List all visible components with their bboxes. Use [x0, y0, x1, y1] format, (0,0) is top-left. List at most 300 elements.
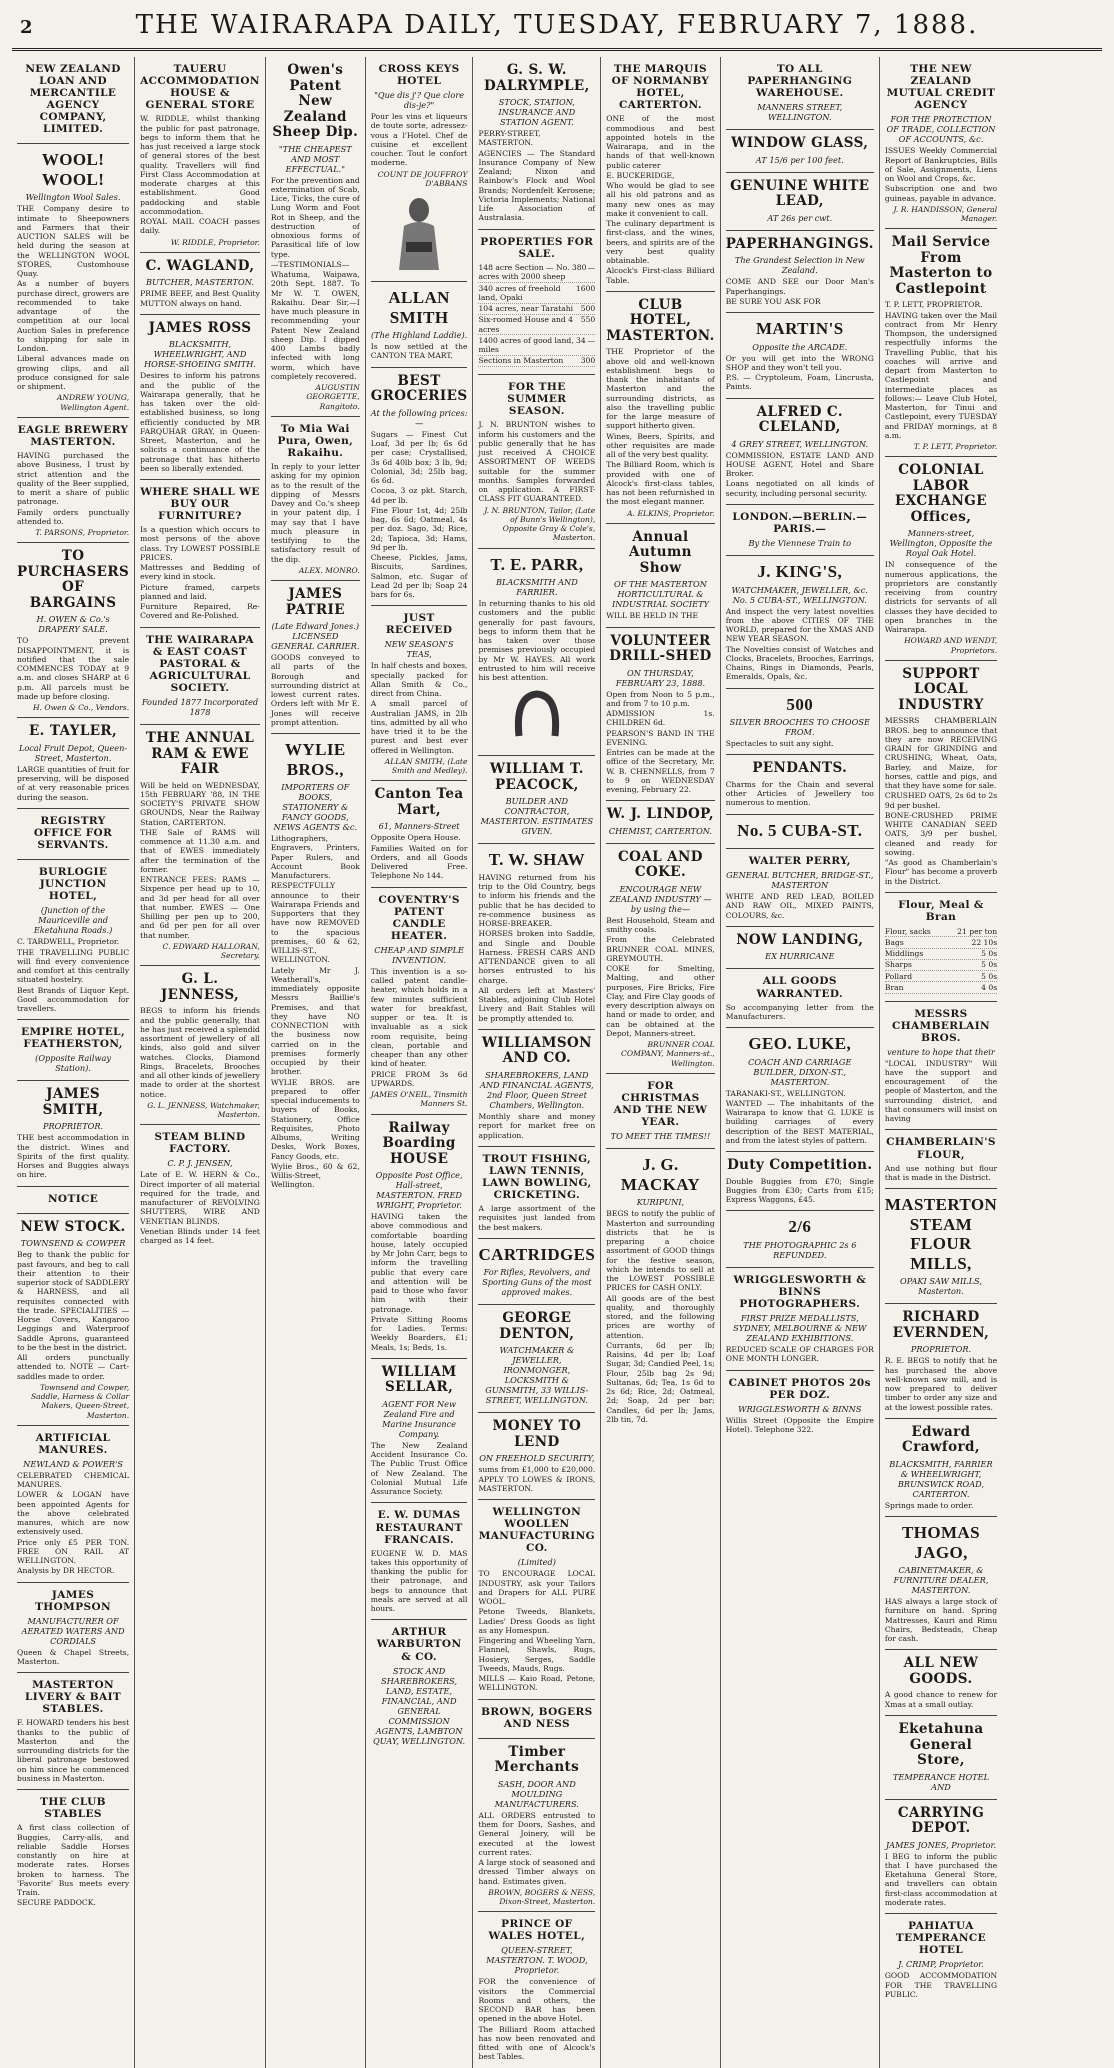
advert-subheading: TEMPERANCE HOTEL AND [892, 1771, 990, 1792]
advert-heading: REGISTRY OFFICE FOR SERVANTS. [33, 814, 113, 852]
advert-body-text: T. P. LETT, PROPRIETOR. [884, 300, 983, 310]
advert-body-text: Who would be glad to see all his old patrons and as many new ones as may make it convenient to call. [606, 181, 715, 218]
advertisement [478, 1147, 595, 1239]
advertisement [885, 1419, 997, 1517]
price-row [885, 971, 997, 982]
advert-body-text: Picture framed, carpets planned and laid. [140, 582, 260, 601]
advertisement [478, 1305, 595, 1413]
advert-heading: J. G. MACKAY [620, 1155, 701, 1194]
advert-body-text: The Billiard Room attached has now been renovated and fitted with one of Alcock's best Tables. [478, 2024, 596, 2062]
advert-body-text: MILLS — Kaio Road, Petone, WELLINGTON. [478, 1674, 596, 1693]
advert-signature: COUNT DE JOUFFROY D'ABBANS [377, 169, 468, 188]
advertisement [885, 1189, 997, 1304]
advert-heading: CROSS KEYS HOTEL [378, 63, 460, 88]
advert-heading: JUST RECEIVED [385, 612, 453, 637]
price-row [885, 937, 997, 948]
advertisement [885, 893, 997, 1002]
advert-heading: J. KING'S, [757, 561, 843, 581]
property-name: 148 acre Section — No. 380 acres with 2000 sheep [478, 263, 587, 282]
advert-body-text: WHITE AND RED LEAD, BOILED AND RAW OIL, MIXED PAINTS, COLOURS, &c. [725, 892, 874, 920]
advert-body-text: And inspect the very latest novelties from the above CITIES OF THE WORLD, prepared for the XMAS AND NEW YEAR SEASON. [725, 606, 874, 644]
advert-body-text: THE Sale of RAMS will commence at 11.30 a.m. and that of EWES immediately after the termination of the former. [140, 827, 260, 874]
advertisement [726, 556, 874, 689]
advert-heading: WINDOW GLASS, [731, 135, 869, 152]
advert-heading: TO ALL PAPERHANGING WAREHOUSE. [747, 63, 853, 100]
advert-heading: Eketahuna General Store, [898, 1720, 984, 1769]
advert-body-text: BEGS to inform his friends and the public generally, that he has just received a splendid assortment of jewellery of all kinds, also gold and silver watches. Clocks, Diamond Rings, Bracelets, Brooches and all other kinds of jewellery made to order at the shortest notice. [140, 1006, 260, 1099]
advert-heading: ALFRED C. CLELAND, [756, 403, 843, 436]
advert-body-text: C. TARDWELL, Proprietor. [17, 937, 120, 947]
advert-subheading: At the following prices:— [370, 407, 468, 428]
advert-body-text: Desires to inform his patrons and the public of the Wairarapa generally, that he has taken over the old-established business, so long efficiently conducted by MR FARQUHAR GRAY, in Queen-Street, Masterton, and he solicits a continuance of the patronage that has hitherto been so liberally extended. [140, 371, 260, 473]
advert-heading: Edward Crawford, [902, 1423, 980, 1456]
advert-subheading: For Rifles, Revolvers, and Sporting Guns of the most approved makes. [482, 1267, 592, 1298]
advert-body-text: HAVING taken over the Mail contract from Mr Henry Thompson, the undersigned respectfully informs the Travelling Public, that his coaches will arrive and depart from Masterton to Castlepoint and intermediate places as follows:— Leave Club Hotel, Masterton, for Tinui and Castlepoint, every TUESDAY and FRIDAY mornings, at 8 a.m. [884, 310, 998, 440]
price-row [885, 960, 997, 971]
advert-subheading: ON THURSDAY, FEBRUARY 23, 1888. [615, 667, 706, 688]
advert-heading: COLONIAL LABOR EXCHANGE Offices, [895, 462, 987, 525]
advert-body-text: Price only £5 PER TON. FREE ON RAIL AT WELLINGTON. [17, 1537, 130, 1566]
advert-body-text: AGENCIES — The Standard Insurance Company of New Zealand; Nixon and Rainbow's Flock and Wool Brands; Nordenfelt Kerosene; Victoria Implements; National Life Association of Australasia. [478, 148, 596, 223]
column-5 [473, 57, 601, 2068]
advert-body-text: Or you will get into the WRONG SHOP and they won't tell you. [725, 353, 874, 372]
property-row [478, 356, 595, 367]
property-row [478, 304, 595, 315]
advertisement [726, 57, 874, 130]
advertisement [140, 725, 260, 966]
advertisement [726, 399, 874, 505]
advert-heading: JAMES PATRIE [285, 586, 345, 618]
advert-signature: A. ELKINS, Proprietor. [627, 508, 715, 518]
advert-heading: TAUERU ACCOMMODATION HOUSE & GENERAL STORE [140, 63, 260, 112]
advert-signature: HOWARD AND WENDT, Proprietors. [904, 636, 998, 655]
advert-heading: PAPERHANGINGS. [725, 235, 874, 252]
advert-subheading: BUTCHER, MASTERTON. [146, 277, 254, 288]
advert-body-text: Queen & Chapel Streets, Masterton. [17, 1647, 130, 1667]
advert-body-text: WANTED — The inhabitants of the Wairarapa to know that G. LUKE is building carriages of every description of the BEST MATERIAL, and from the latest styles of pattern. [725, 1098, 874, 1145]
advert-body-text: "LOCAL INDUSTRY" Will have the support and encouragement of the people of Masterton, and the surrounding district, and that consumers will insist on having [884, 1058, 998, 1124]
property-name: 340 acres of freehold land, Opaki [478, 283, 561, 302]
advert-heading: BROWN, BOGERS AND NESS [481, 1705, 593, 1730]
product-price: 5 0s [981, 960, 998, 970]
advert-subheading: NEW SEASON'S TEAS, [384, 639, 454, 660]
advert-heading: WALTER PERRY, [748, 855, 851, 868]
advert-signature: H. Owen & Co., Vendors. [32, 703, 130, 713]
advert-subheading: THE PHOTOGRAPHIC 2s 6 REFUNDED. [743, 1239, 857, 1260]
advertisement [140, 480, 260, 628]
advert-signature: ALEX. MONRO. [298, 565, 360, 575]
advert-heading: ALL NEW GOODS. [903, 1655, 979, 1687]
advert-subheading: COACH AND CARRIAGE BUILDER, DIXON-ST., MASTERTON. [748, 1056, 852, 1087]
advert-body-text: A first class collection of Buggies, Carry-alls, and reliable Saddle Horses constantly on hire at moderate rates. Horses broken to harness. The 'Favorite' Bus meets every Train. [17, 1823, 130, 1898]
advert-subheading: 61, Manners-Street [378, 821, 460, 832]
advert-heading: CHAMBERLAIN'S FLOUR, [886, 1136, 996, 1161]
advertisement [478, 1500, 595, 1700]
advert-subheading: (Opposite Railway Station). [35, 1053, 111, 1074]
advert-subheading: By the Viennese Train to [748, 537, 852, 548]
advert-heading: NEW ZEALAND LOAN AND MERCANTILE AGENCY COMPANY, LIMITED. [25, 63, 121, 136]
advertisement [726, 130, 874, 173]
advert-heading: CARRYING DEPOT. [897, 1804, 985, 1837]
advert-heading: Canton Tea Mart, [374, 786, 464, 818]
advert-subheading: OF THE MASTERTON HORTICULTURAL & INDUSTRIAL SOCIETY [611, 579, 709, 610]
advert-body-text: Pour les vins et liqueurs de toute sorte, adressez-vous a l'Hotel. Chef de cuisine et excellent coucher. Tout le confort moderne. [370, 112, 468, 168]
advert-subheading: MANUFACTURER OF AERATED WATERS AND CORDIALS [21, 1615, 125, 1646]
advertisement [726, 815, 874, 850]
advert-body-text: Sugars — Finest Cut Loaf, 3d per lb; 6s 6d per case; Crystallised, 3s 6d 40lb box; 3 lb, 9d; Colonial, 3d; 25lb bag, 6s 6d. [370, 429, 468, 485]
advert-subheading: BLACKSMITH, WHEELWRIGHT, AND HORSE-SHOEING SMITH. [144, 339, 256, 370]
advertisement [726, 849, 874, 927]
advert-body-text: CELEBRATED CHEMICAL MANURES. [17, 1470, 130, 1490]
advertisement [140, 1125, 260, 1251]
advert-heading: EMPIRE HOTEL, FEATHERSTON, [21, 1026, 126, 1051]
advert-subheading: TO MEET THE TIMES!! [610, 1131, 711, 1142]
product-price: 22 10s [971, 937, 998, 947]
advert-signature: T. PARSONS, Proprietor. [35, 528, 130, 538]
product-price: 5 0s [981, 949, 998, 959]
advert-subheading: BLACKSMITH AND FARRIER. [495, 577, 578, 598]
advert-heading: FOR THE SUMMER SEASON. [507, 381, 567, 418]
advert-heading: WOOL! WOOL! [41, 150, 105, 189]
advertisement [606, 1074, 714, 1149]
advert-heading: GEO. LUKE, [748, 1034, 852, 1054]
advertisement [371, 282, 468, 368]
advert-body-text: Is now settled at the CANTON TEA MART, [370, 342, 468, 361]
advert-heading: COAL AND COKE. [618, 848, 703, 881]
property-name: 104 acres, near Taratahi [478, 304, 574, 314]
advertisement [726, 1152, 874, 1211]
page-number: 2 [20, 17, 33, 38]
advertisement [606, 844, 714, 1074]
advertisement [371, 1503, 468, 1620]
advert-body-text: HORSES broken into Saddle, and Single and Double Harness. FRESH CARS AND ATTENDANCE given to all horses entrusted to his charge. [478, 929, 596, 985]
product-name: Sharps [884, 960, 912, 970]
advertisement [17, 718, 129, 809]
advert-body-text: Cheese, Pickles, Jams, Biscuits, Sardines, Salmon, etc. Sugar of Lead 2d per lb; Soap 24 bars for 6s. [370, 553, 468, 599]
advert-body-text: A large assortment of the requisites just landed from the best makers. [478, 1204, 596, 1232]
advert-heading: G. S. W. DALRYMPLE, [484, 62, 590, 94]
horseshoe-icon [507, 686, 567, 746]
advert-heading: MESSRS CHAMBERLAIN BROS. [891, 1007, 991, 1044]
advert-body-text: Families Waited on for Orders, and all Goods Delivered Free. Telephone No 144. [370, 843, 468, 881]
advert-body-text: A good chance to renew for Xmas at a small outlay. [884, 1690, 998, 1709]
advert-signature: G. L. JENNESS, Watchmaker, Masterton. [147, 1100, 260, 1120]
advertisement [371, 368, 468, 607]
advert-heading: E. W. DUMAS RESTAURANT FRANCAIS. [375, 1509, 463, 1546]
advert-heading: C. WAGLAND, [145, 257, 255, 274]
advert-heading: G. L. JENNESS, [160, 971, 240, 1003]
advert-subheading: Founded 1877 Incorporated 1878 [141, 697, 259, 718]
advert-body-text: This invention is a so-called patent candle-heater, which holds in a few minutes sufficient water for breakfast, supper or tea. It is invaluable as a sick room requisite, being clean, portable and cheaper than any other kind of heater. [370, 966, 468, 1069]
advert-columns [12, 57, 1102, 2062]
advertisement [726, 1211, 874, 1268]
advert-signature: ALLAN SMITH, (Late Smith and Medley). [384, 756, 468, 776]
advertisement [478, 1739, 595, 1913]
advert-heading: Timber Merchants [494, 1743, 580, 1776]
advert-body-text: CRUSHED OATS, 2s 6d to 2s 9d per bushel. [884, 791, 998, 810]
column-4 [366, 57, 474, 2068]
advert-signature: C. EDWARD HALLORAN, Secretary. [162, 941, 260, 961]
advertisement [885, 661, 997, 893]
advertisement [140, 628, 260, 725]
advertisement [885, 229, 997, 457]
advertisement [271, 581, 360, 734]
advertisement [140, 253, 260, 315]
advertisement [885, 1716, 997, 1800]
advert-heading: Mail Service From Masterton to Castlepoint [889, 234, 993, 297]
property-name: Six-roomed House and 4 acres [478, 315, 573, 334]
advert-body-text: Liberal advances made on growing clips, and all produce consigned for sale or shipment. [17, 354, 130, 392]
advert-heading: JAMES SMITH, [42, 1086, 104, 1118]
advert-body-text: FOR the convenience of visitors the Commercial Rooms and others, the SECOND BAR has been opened in the above Hotel. [478, 1977, 596, 2024]
advert-heading: THE NEW ZEALAND MUTUAL CREDIT AGENCY [886, 63, 996, 112]
advert-heading: Flour, Meal & Bran [898, 898, 984, 923]
advertisement [17, 1214, 129, 1426]
advert-subheading: PROPRIETOR. [910, 1344, 972, 1355]
advert-heading: TO PURCHASERS OF BARGAINS [17, 548, 130, 611]
product-name: Middlings [884, 949, 924, 959]
advertisement [17, 418, 129, 543]
advert-body-text: P.S. — Cryptoleum, Foam, Lincrusta, Paints. [725, 373, 874, 392]
advert-subheading: SILVER BROOCHES TO CHOOSE FROM. [729, 717, 870, 738]
advert-subheading: 4 GREY STREET, WELLINGTON. [731, 438, 869, 449]
advert-body-text: Best Brands of Liquor Kept. Good accommodation for travellers. [17, 985, 130, 1014]
advert-subheading: (The Highland Laddie). [370, 330, 468, 341]
advert-body-text: EUGENE W. D. MAS takes this opportunity of thanking the public for their patronage, and begs to announce that meals are served at all hours. [370, 1548, 468, 1614]
advert-body-text: Late of E. W. HERN & Co., Direct importer of all material required for the trade, and manufacturer of REVOLVING SHUTTERS, WIRE AND VENETIAN BLINDS. [140, 1170, 260, 1226]
advert-subheading: "THE CHEAPEST AND MOST EFFECTUAL." [278, 143, 352, 174]
highlander-figure-icon [384, 192, 454, 272]
advert-subheading: (Limited) [517, 1557, 556, 1568]
advert-subheading: BUILDER AND CONTRACTOR, MASTERTON. ESTIMATES GIVEN. [480, 796, 594, 837]
advert-signature: JAMES O'NEIL, Tinsmith Manners St. [370, 1090, 468, 1109]
advertisement [371, 606, 468, 781]
advert-heading: WYLIE BROS., [285, 740, 346, 779]
advert-body-text: Fingering and Wheeling Yarn, Flannel, Shawls, Rugs, Hosiery, Serges, Saddle Tweeds, Mauds, Rugs. [478, 1636, 596, 1673]
advert-signature: W. RIDDLE, Proprietor. [170, 237, 260, 247]
advert-subheading: ON FREEHOLD SECURITY, [479, 1453, 595, 1464]
advert-subheading: (Late Edward Jones.) LICENSED GENERAL CARRIER. [271, 621, 360, 652]
advert-heading: ALL GOODS WARRANTED. [756, 975, 844, 1000]
advert-heading: GENUINE WHITE LEAD, [730, 177, 870, 210]
advert-heading: JAMES THOMPSON [35, 1588, 112, 1613]
advert-body-text: sums from £1,000 to £20,000. APPLY TO LOWES & IRONS, MASTERTON. [478, 1465, 596, 1493]
advert-subheading: venture to hope that their [887, 1046, 995, 1057]
advert-body-text: Mattresses and Bedding of every kind in stock. [140, 563, 260, 582]
advert-signature: BRUNNER COAL COMPANY, Manners-st., Wellington. [621, 1040, 715, 1068]
advertisement [17, 1790, 129, 1913]
advertisement [371, 1620, 468, 1752]
price-row [885, 982, 997, 993]
advert-body-text: ROYAL MAIL COACH passes daily. [140, 217, 260, 236]
advert-body-text: HAVING taken the above commodious and comfortable boarding house, lately occupied by Mr John Carr, begs to inform the travelling public that every care and attention will be paid to those who favor him with their patronage. [370, 1212, 468, 1314]
advertisement [606, 524, 714, 628]
advert-heading: WHERE SHALL WE BUY OUR FURNITURE? [140, 486, 260, 523]
advert-body-text: "As good as Chamberlain's Flour" has become a proverb in the District. [884, 858, 998, 886]
advertisement [885, 1002, 997, 1131]
property-row [478, 315, 595, 336]
advert-body-text: TARANAKI-ST., WELLINGTON. [725, 1088, 846, 1098]
advertisement [478, 844, 595, 1030]
advertisement [17, 1426, 129, 1583]
advertisement [885, 1304, 997, 1419]
advert-body-text: From the Celebrated BRUNNER COAL MINES, GREYMOUTH. [606, 935, 715, 963]
advert-body-text: Whatuma, Waipawa, 20th Sept. 1887. To Mr W. T. OWEN, Rakaihu. Dear Sir,—I have much pleasure in recommending your Patent New Zealand sheep Dip. I dipped 400 Lambs badly infected with long worm, which have completely recovered. [270, 270, 360, 381]
advert-body-text: For the prevention and extermination of Scab, Lice, Ticks, the cure of Lung Worm and Foot Rot in Sheep, and the destruction of obnoxious forms of Parasitical life of low type. [270, 175, 360, 259]
advert-subheading: MANNERS STREET, WELLINGTON. [757, 102, 843, 123]
advert-body-text: Analysis by DR HECTOR. [17, 1566, 115, 1576]
advert-body-text: F. HOWARD tenders his best thanks to the public of Masterton and the surrounding districts for the liberal patronage bestowed on him since he commenced business in Masterton. [17, 1718, 130, 1783]
advertisement [885, 1914, 997, 2005]
advert-subheading: Wellington Wool Sales. [25, 192, 121, 203]
advert-body-text: BONE-CRUSHED PRIME WHITE CANADIAN SEED OATS, 3/9 per bushel, cleaned and ready for sowing. [884, 810, 998, 857]
advert-heading: EAGLE BREWERY MASTERTON. [17, 423, 129, 449]
advert-body-text: PRICE FROM 3s 6d UPWARDS. [370, 1069, 468, 1088]
property-price: 300 [580, 356, 596, 366]
advert-body-text: Springs made to order. [884, 1500, 974, 1510]
advert-body-text: RESPECTFULLY announce to their Wairarapa Friends and Supporters that they have now REMOVED to the spacious premises, 60 & 62, WILLIS-ST., WELLINGTON. [270, 881, 360, 965]
advert-subheading: BLACKSMITH, FARRIER & WHEELWRIGHT, BRUNSWICK ROAD, CARTERTON. [889, 1458, 993, 1499]
advert-heading: PROPERTIES FOR SALE. [480, 235, 594, 260]
advertisement [371, 1115, 468, 1359]
advertisement [17, 543, 129, 718]
advert-body-text: In returning thanks to his old customers and the public generally for past favours, begs to inform them that he has taken over those premises previously occupied by Mr W. HAYES. All work entrusted to him will receive his best attention. [478, 599, 596, 683]
advert-body-text: HAVING purchased the above Business, I trust by strict attention and the quality of the Beer supplied, to merit a share of public patronage. [17, 451, 130, 507]
advert-heading: LONDON.—BERLIN.—PARIS.— [732, 510, 868, 535]
advert-body-text: Private Sitting Rooms for Ladies. Terms: Weekly Boarders, £1; Meals, 1s; Beds, 1s. [370, 1314, 468, 1352]
advertisement [271, 57, 360, 417]
advert-subheading: CHEMIST, CARTERTON. [608, 825, 713, 836]
advert-heading: No. 5 CUBA-ST. [737, 820, 863, 840]
advert-body-text: Opposite Opera House. [370, 833, 461, 843]
advert-body-text: All goods are of the best quality, and thoroughly stored, and the following prices are worthy of attention. [606, 1293, 715, 1340]
advert-subheading: TOWNSEND & COWPER [20, 1238, 126, 1249]
advert-body-text: Loans negotiated on all kinds of security, including personal security. [725, 479, 874, 498]
advert-body-text: In half chests and boxes, specially packed for Allan Smith & Co., direct from China. [370, 661, 468, 699]
property-price: 550 [580, 315, 596, 325]
advert-subheading: H. OWEN & Co.'s DRAPERY SALE. [36, 614, 110, 635]
advertisement [17, 1081, 129, 1186]
advertisement [726, 1028, 874, 1152]
advert-body-text: As a number of buyers purchase direct, growers are recommended to take advantage of the competition at our local Auction Sales in preference to shipping for sale in London. [17, 279, 130, 354]
property-list [478, 263, 595, 368]
advert-subheading: WRIGGLESWORTH & BINNS [738, 1403, 862, 1414]
advertisement [371, 781, 468, 887]
newspaper-title: THE WAIRARAPA DAILY, TUESDAY, FEBRUARY 7, 1888. [135, 10, 979, 40]
advert-heading: GEORGE DENTON, [499, 1310, 575, 1342]
advert-subheading: SHAREBROKERS, LAND AND FINANCIAL AGENTS, 2nd Floor, Queen Street Chambers, Wellington. [479, 1070, 594, 1110]
advert-body-text: —TESTIMONIALS— [270, 259, 350, 269]
advertisement [726, 927, 874, 970]
advert-signature: ANDREW YOUNG, Wellington Agent. [56, 393, 130, 412]
advert-heading: NOW LANDING, [736, 931, 864, 948]
advert-heading: To Mia Wai Pura, Owen, Rakaihu. [277, 422, 354, 459]
advert-heading: ARTIFICIAL MANURES. [35, 1431, 111, 1456]
advert-heading: WILLIAM T. PEACOCK, [489, 761, 584, 793]
advert-heading: PRINCE OF WALES HOTEL, [488, 1918, 586, 1943]
advert-body-text: REDUCED SCALE OF CHARGES FOR ONE MONTH LONGER. [725, 1345, 874, 1364]
advert-signature: J. R. HANDISSON, General Manager. [893, 204, 998, 223]
advert-subheading: KURIPUNI, [636, 1197, 685, 1208]
masthead [12, 10, 1102, 51]
advert-body-text: Wylie Bros., 60 & 62, Willis-Street, Wellington. [270, 1161, 360, 1190]
advert-body-text: COKE for Smelting, Malting, and other purposes, Fire Bricks, Fire Clay, and Fire Clay goods of every description always on hand or made to order, and can be obtained at the Depot, Manners-street. [606, 964, 715, 1038]
advert-body-text: Willis Street (Opposite the Empire Hotel). Telephone 322. [725, 1415, 874, 1434]
advert-body-text: Fine Flour 1st, 4d; 25lb bag, 6s 6d; Oatmeal, 4s per doz. Sago, 3d; Rice, 2d; Tapioca, 3d; Hams, 9d per lb. [370, 505, 468, 552]
advertisement [17, 1583, 129, 1674]
advert-body-text: And use nothing but flour that is made in the District. [884, 1163, 998, 1182]
advertisement [726, 1268, 874, 1371]
advert-body-text: ADMISSION 1s. CHILDREN 6d. [606, 709, 715, 728]
advert-heading: T. W. SHAW [488, 850, 585, 870]
advert-body-text: THE best accommodation in the district. Wines and Spirits of the first quality. Horses and Buggies always on hire. [17, 1133, 130, 1180]
advert-body-text: ISSUES Weekly Commercial Report of Bankruptcies, Bills of Sale, Assignments, Liens on Wool and Crops, &c. [884, 146, 998, 183]
advertisement [726, 1371, 874, 1441]
advert-subheading: "Que dis j'? Que clore dis-je?" [374, 90, 465, 111]
advertisement [478, 1912, 595, 2067]
product-name: Flour, sacks [884, 926, 931, 936]
advert-subheading: AT 26s per cwt. [767, 212, 833, 223]
property-name: Sections in Masterton [478, 356, 564, 366]
product-price: 5 0s [981, 971, 998, 981]
advert-body-text: GOODS conveyed to all parts of the Borough and surrounding district at lowest current rates. Orders left with Mr E. Jones will receive prompt attention. [270, 653, 360, 727]
column-8 [880, 57, 1002, 2068]
advert-heading: Owen's Patent New Zealand Sheep Dip. [272, 62, 359, 141]
advert-body-text: BE SURE YOU ASK FOR [725, 296, 821, 306]
advert-subheading: Manners-street, Wellington, Opposite the Royal Oak Hotel. [889, 528, 993, 559]
advertisement [140, 315, 260, 480]
advertisement [140, 57, 260, 253]
column-3 [266, 57, 366, 2068]
advert-subheading: NEWLAND & POWER'S [23, 1458, 123, 1469]
column-6 [601, 57, 720, 2068]
advert-body-text: I BEG to inform the public that I have purchased the Eketahuna General Store, and travellers can obtain first-class accommodation at moderate rates. [884, 1851, 998, 1907]
advert-body-text: Cocoa, 3 oz pkt. Starch, 4d per lb. [370, 486, 468, 505]
advert-subheading: JAMES JONES, Proprietor. [885, 1839, 997, 1850]
advert-body-text: SECURE PADDOCK. [17, 1898, 96, 1908]
advert-heading: W. J. LINDOP, [606, 806, 715, 823]
advert-subheading: IMPORTERS OF BOOKS, STATIONERY & FANCY GOODS, NEWS AGENTS &c. [273, 782, 358, 833]
advert-heading: RICHARD EVERNDEN, [892, 1309, 990, 1341]
advert-heading: Duty Competition. [727, 1157, 873, 1174]
advert-body-text: Entries can be made at the office of the Secretary, Mr. W. B. CHENNELLS, from 7 to 9 on WEDNESDAY evening, February 22. [606, 748, 715, 795]
advert-subheading: ENCOURAGE NEW ZEALAND INDUSTRY —by using the— [609, 883, 712, 914]
advert-heading: STEAM BLIND FACTORY. [154, 1131, 246, 1156]
advert-signature: AUGUSTIN GEORGETTE, Rangitoto. [306, 383, 360, 411]
advert-subheading: EX HURRICANE [765, 951, 835, 962]
advert-subheading: CHEAP AND SIMPLE INVENTION. [374, 944, 465, 965]
advert-heading: ALLAN SMITH [388, 288, 450, 327]
advertisement [17, 57, 129, 144]
advert-subheading: (Junction of the Mauriceville and Eketahuna Roads.) [33, 905, 113, 936]
advert-heading: BEST GROCERIES [370, 372, 468, 405]
advert-subheading: WATCHMAKER, JEWELLER, &c. No. 5 CUBA-ST., WELLINGTON. [731, 584, 868, 605]
property-row [478, 283, 595, 304]
advert-heading: TROUT FISHING, LAWN TENNIS, LAWN BOWLING, CRICKETING. [482, 1152, 592, 1201]
advertisement [17, 809, 129, 860]
advert-heading: THE CLUB STABLES [40, 1796, 106, 1821]
advert-heading: FOR CHRISTMAS AND THE NEW YEAR. [613, 1079, 708, 1129]
advert-body-text: Monthly share and money report for market free on application. [478, 1112, 596, 1140]
advert-subheading: STOCK, STATION, INSURANCE AND STATION AGENT. [498, 97, 576, 128]
property-price: 1600 [575, 283, 596, 293]
advert-heading: CARTRIDGES [478, 1244, 596, 1264]
advert-body-text: COME AND SEE our Door Man's Paperhangings. [725, 277, 874, 296]
advert-signature: T. P. LETT, Proprietor. [913, 442, 998, 452]
advertisement [726, 313, 874, 399]
advert-body-text: Currants, 6d per lb; Raisins, 4d per lb; Loaf Sugar, 3d; Candied Peel, 1s; Flour, 25lb bag 2s 9d; Sultanas, 6d; Tea, 1s 6d to 2s 6d; Rice, 2d; Oatmeal, 2d; Soap, 2d per bar; Candles, 6d per lb; Jams, 2lb tin, 7d. [606, 1340, 715, 1424]
advert-body-text: Best Household, Steam and smithy coals. [606, 915, 715, 935]
